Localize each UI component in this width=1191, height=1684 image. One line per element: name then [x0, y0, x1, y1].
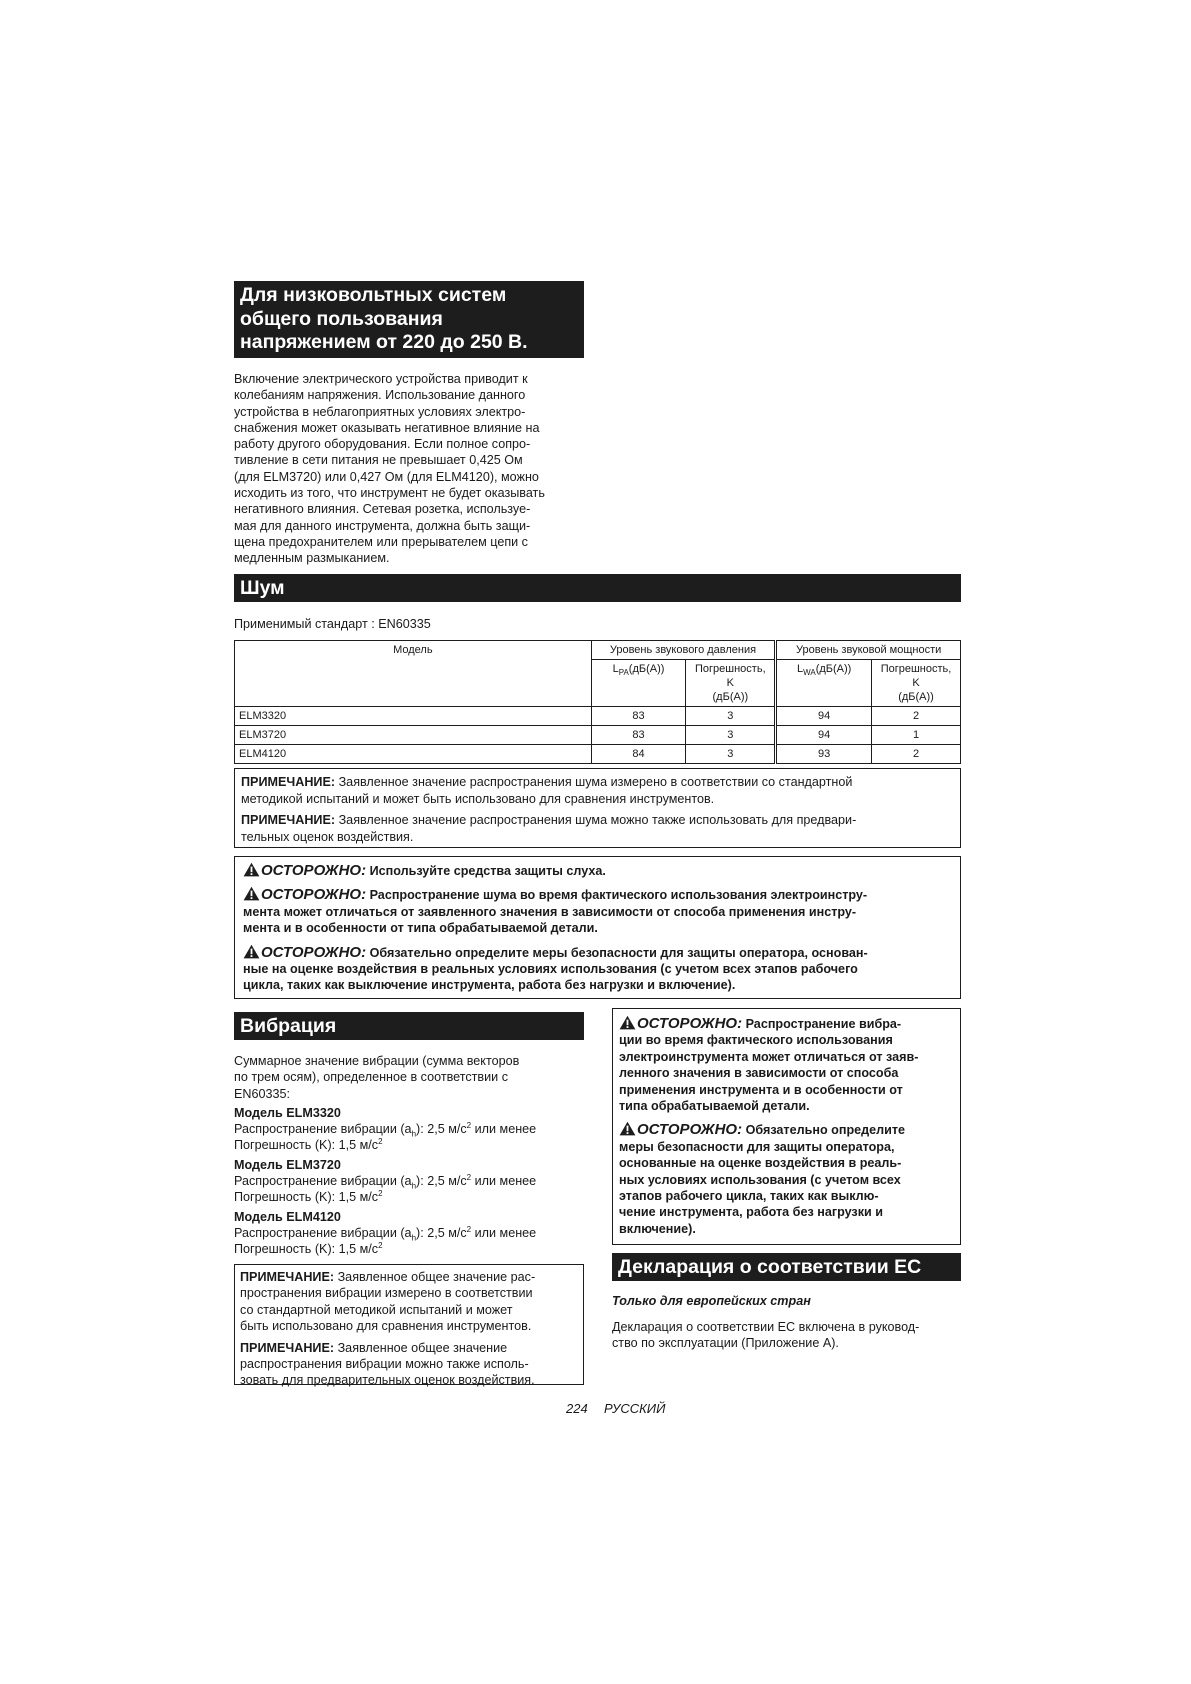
warning [243, 886, 952, 936]
table-row [235, 707, 961, 726]
model-label: Модель ELM3320 [234, 1105, 341, 1120]
lwa-unit: (дБ(A)) [815, 663, 852, 675]
warning-text: применения инструмента и в особенности от [619, 1082, 903, 1097]
emission-prefix: Распространение вибрации (a [234, 1174, 412, 1189]
text-line: ство по эксплуатации (Приложение А). [612, 1336, 839, 1351]
text-line: колебаниям напряжения. Использование данного [234, 388, 526, 403]
text-line: EN60335: [234, 1086, 291, 1101]
warning-label: ОСТОРОЖНО: [637, 1121, 743, 1139]
uncert-line: (дБ(A)) [898, 691, 934, 703]
lpa-header [591, 660, 686, 707]
warning-text: этапов рабочего цикла, таких как выклю- [619, 1189, 879, 1204]
uncertainty-sup: 2 [378, 1137, 383, 1147]
k-cell: 3 [686, 707, 776, 726]
heading-line: напряжением от 220 до 250 В. [240, 331, 528, 353]
warning-label: ОСТОРОЖНО: [261, 943, 367, 961]
low-voltage-body [234, 371, 594, 567]
warning-text: ные на оценке воздействия в реальных условиях использования (с учетом всех этапов рабочего [243, 962, 858, 977]
lwa-prefix: L [796, 663, 804, 675]
model-cell: ELM4120 [235, 745, 592, 764]
lpa-unit: (дБ(A)) [628, 663, 665, 675]
text-line: работу другого оборудования. Если полное сопро- [234, 437, 531, 452]
warning-text: ленного значения в зависимости от способа [619, 1066, 899, 1081]
note-label: ПРИМЕЧАНИЕ: [240, 1270, 335, 1284]
emission-prefix: Распространение вибрации (a [234, 1122, 412, 1137]
uncertainty-line [234, 1189, 594, 1205]
noise-standard: Применимый стандарт : EN60335 [234, 617, 431, 631]
ec-heading: Декларация о соответствии ЕС [612, 1253, 961, 1281]
warning [243, 862, 952, 879]
table-row [235, 745, 961, 764]
k-cell: 2 [872, 707, 961, 726]
lpa-cell: 83 [591, 726, 686, 745]
text-line: негативного влияния. Сетевая розетка, используе- [234, 502, 531, 517]
noise-heading: Шум [234, 574, 961, 602]
warning-triangle-icon [243, 944, 260, 959]
pressure-header: Уровень звукового давления [591, 641, 776, 660]
text-line: щена предохранителем или прерывателем цепи с [234, 534, 528, 549]
model-label: Модель ELM4120 [234, 1209, 341, 1224]
warning-text: Обязательно определите [745, 1123, 906, 1138]
emission-sup: 2 [466, 1224, 472, 1234]
note-text: зовать для предварительных оценок воздействия. [240, 1373, 535, 1388]
lpa-cell: 83 [591, 707, 686, 726]
page-number: 224 [566, 1401, 588, 1416]
model-cell: ELM3320 [235, 707, 592, 726]
note-text: методикой испытаний и может быть использовано для сравнения инструментов. [241, 791, 715, 806]
emission-suffix: или менее [471, 1174, 537, 1189]
emission-sub: h [411, 1181, 417, 1191]
text-line: тивление в сети питания не превышает 0,425 Ом [234, 453, 523, 468]
note [241, 812, 954, 829]
emission-sup: 2 [466, 1172, 472, 1182]
warning-triangle-icon [619, 1121, 636, 1136]
vibration-body [234, 1053, 594, 1258]
note-text: тельных оценок воздействия. [241, 829, 414, 844]
warning-text: мента может отличаться от заявленного значения в зависимости от способа применения инстру- [243, 904, 857, 919]
note-label: ПРИМЕЧАНИЕ: [241, 775, 336, 789]
warning [243, 944, 952, 994]
uncertainty-text: Погрешность (K): 1,5 м/с [234, 1190, 379, 1205]
lwa-sub: WA [803, 668, 816, 678]
emission-line [234, 1225, 594, 1241]
uncertainty-sup: 2 [378, 1189, 383, 1199]
warning-triangle-icon [243, 886, 260, 901]
warning-triangle-icon [243, 862, 260, 877]
lpa-cell: 84 [591, 745, 686, 764]
warning [619, 1121, 954, 1237]
noise-warnings-box [234, 856, 961, 999]
note-text: распространения вибрации можно также исполь- [240, 1357, 529, 1372]
text-line: Включение электрического устройства приводит к [234, 372, 528, 386]
text-line: устройства в неблагоприятных условиях электро- [234, 404, 526, 419]
noise-notes-box [234, 768, 961, 848]
warning-text: Распространение вибра- [745, 1017, 902, 1031]
text-line: снабжения может оказывать негативное влияние на [234, 420, 540, 435]
uncertainty-text: Погрешность (K): 1,5 м/с [234, 1138, 379, 1153]
uncertainty-line [234, 1241, 594, 1257]
model-cell: ELM3720 [235, 726, 592, 745]
power-header: Уровень звуковой мощности [776, 641, 961, 660]
warning-text: мента и в особенности от типа обрабатываемой детали. [243, 921, 598, 936]
vibration-heading: Вибрация [234, 1012, 584, 1040]
ec-subtitle: Только для европейских стран [612, 1294, 811, 1308]
k-cell: 3 [686, 745, 776, 764]
note-text: Заявленное общее значение [337, 1340, 508, 1355]
k-cell: 3 [686, 726, 776, 745]
warning-text: ции во время фактического использования [619, 1033, 893, 1048]
emission-value: ): 2,5 м/с [416, 1174, 467, 1189]
vibration-warnings-box [612, 1008, 961, 1245]
vibration-notes-box [234, 1264, 584, 1388]
warning-triangle-icon [619, 1015, 636, 1030]
warning-label: ОСТОРОЖНО: [261, 886, 367, 904]
uncert-line: Погрешность, K [880, 663, 952, 689]
warning-label: ОСТОРОЖНО: [637, 1015, 743, 1032]
uncert-line: (дБ(A)) [712, 691, 749, 703]
note [241, 774, 954, 791]
ec-body [612, 1319, 962, 1352]
model-header: Модель [235, 641, 592, 707]
page-footer [566, 1401, 665, 1416]
footer-language: РУССКИЙ [603, 1401, 666, 1416]
emission-sup: 2 [466, 1121, 472, 1130]
warning [619, 1015, 954, 1114]
text-line: медленным размыканием. [234, 551, 390, 566]
warning-label: ОСТОРОЖНО: [261, 862, 367, 879]
table-header-row [235, 641, 961, 660]
uncert-line: Погрешность, K [695, 663, 766, 689]
warning-text: Используйте средства защиты слуха. [369, 864, 606, 878]
text-line: по трем осям), определенное в соответствии с [234, 1070, 508, 1085]
uncertainty-text: Погрешность (K): 1,5 м/с [234, 1242, 379, 1257]
lwa-cell: 93 [776, 745, 872, 764]
uncertainty-line [234, 1137, 594, 1153]
note-text: Заявленное значение распространения шума можно также использовать для предвари- [338, 813, 857, 827]
warning-text: чение инструмента, работа без нагрузки и [619, 1205, 883, 1220]
table-row [235, 726, 961, 745]
note-text: быть использовано для сравнения инструментов. [240, 1319, 532, 1334]
heading-line: общего пользования [240, 307, 443, 330]
text-line: (для ELM3720) или 0,427 Ом (для ELM4120), можно [234, 469, 539, 484]
heading-line: Для низковольтных систем [240, 284, 507, 306]
emission-line [234, 1173, 594, 1189]
lwa-header [776, 660, 872, 707]
note-label: ПРИМЕЧАНИЕ: [241, 813, 336, 827]
warning-text: включение). [619, 1221, 696, 1236]
warning-text: электроинструмента может отличаться от заяв- [619, 1049, 919, 1064]
lwa-cell: 94 [776, 707, 872, 726]
warning-text: ных условиях использования (с учетом всех [619, 1172, 901, 1187]
text-line: Декларация о соответствии ЕС включена в руковод- [612, 1320, 920, 1334]
emission-prefix: Распространение вибрации (a [234, 1225, 412, 1240]
warning-text: основанные на оценке воздействия в реаль- [619, 1156, 902, 1171]
k-cell: 2 [872, 745, 961, 764]
text-line: исходить из того, что инструмент не будет оказывать [234, 486, 545, 501]
k-cell: 1 [872, 726, 961, 745]
warning-text: Распространение шума во время фактического использования электроинстру- [369, 888, 868, 903]
emission-value: ): 2,5 м/с [416, 1122, 467, 1137]
emission-suffix: или менее [471, 1122, 537, 1137]
note-text: пространения вибрации измерено в соответствии [240, 1286, 533, 1301]
emission-line [234, 1121, 594, 1137]
emission-sub: h [411, 1129, 417, 1139]
lpa-prefix: L [612, 663, 619, 675]
note-text: Заявленное значение распространения шума измерено в соответствии со стандартной [338, 775, 853, 789]
text-line: Суммарное значение вибрации (сумма векторов [234, 1054, 520, 1068]
warning-text: типа обрабатываемой детали. [619, 1099, 810, 1114]
uncertainty-sup: 2 [378, 1241, 383, 1251]
note-text: со стандартной методикой испытаний и может [240, 1302, 513, 1317]
uncertainty-header [686, 660, 776, 707]
warning-text: Обязательно определите меры безопасности для защиты оператора, основан- [369, 945, 868, 960]
emission-suffix: или менее [471, 1225, 537, 1240]
model-label: Модель ELM3720 [234, 1157, 341, 1172]
note-text: Заявленное общее значение рас- [337, 1270, 536, 1284]
text-line: мая для данного инструмента, должна быть защи- [234, 518, 531, 533]
note-label: ПРИМЕЧАНИЕ: [240, 1340, 335, 1355]
note [240, 1340, 578, 1356]
noise-table [234, 640, 961, 764]
emission-value: ): 2,5 м/с [416, 1225, 467, 1240]
uncertainty-header [872, 660, 961, 707]
lwa-cell: 94 [776, 726, 872, 745]
note [240, 1269, 578, 1285]
warning-text: меры безопасности для защиты оператора, [619, 1139, 895, 1154]
lpa-sub: PA [618, 668, 629, 678]
emission-sub: h [411, 1233, 417, 1243]
low-voltage-heading [234, 281, 584, 358]
warning-text: цикла, таких как выключение инструмента, работа без нагрузки и включение). [243, 978, 736, 993]
